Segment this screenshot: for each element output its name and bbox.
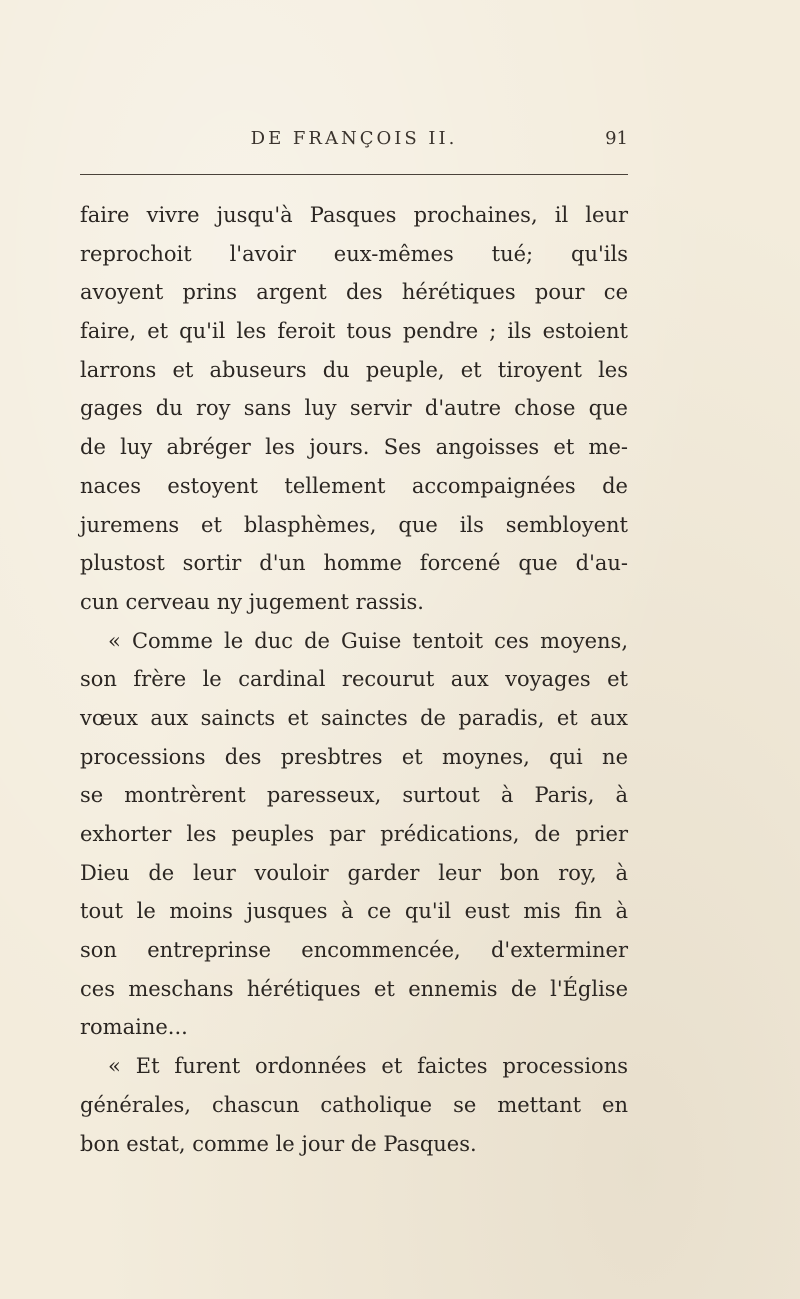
text-line: générales, chascun catholique se mettant en — [80, 1092, 628, 1117]
text-line: tout le moins jusques à ce qu'il eust mis fin à — [80, 899, 628, 924]
running-title: DE FRANÇOIS II. — [250, 128, 458, 149]
text-line: son frère le cardinal recourut aux voyages et — [80, 667, 628, 692]
text-line: avoyent prins argent des hérétiques pour ce — [80, 280, 628, 305]
text-line: cun cerveau ny jugement rassis. — [80, 589, 424, 614]
text-line: de luy abréger les jours. Ses angoisses et me- — [80, 435, 628, 460]
text-line: processions des presbtres et moynes, qui ne — [80, 744, 628, 769]
text-line: « Et furent ordonnées et faictes processions — [108, 1054, 628, 1079]
text-line: exhorter les peuples par prédications, de prier — [80, 822, 628, 846]
text-line: « Comme le duc de Guise tentoit ces moyens, — [108, 628, 628, 653]
text-line: reprochoit l'avoir eux-mêmes tué; qu'ils — [80, 241, 628, 266]
text-line: se montrèrent paresseux, surtout à Paris, à — [80, 783, 628, 808]
text-line: bon estat, comme le jour de Pasques. — [80, 1131, 477, 1156]
running-head — [80, 128, 628, 158]
text-line: plustost sortir d'un homme forcené que d'au- — [80, 551, 628, 576]
text-line: juremens et blasphèmes, que ils sembloyent — [80, 512, 628, 537]
text-line: faire vivre jusqu'à Pasques prochaines, il leur — [80, 203, 628, 227]
text-line: son entreprinse encommencée, d'exterminer — [80, 938, 628, 963]
text-line: ces meschans hérétiques et ennemis de l'Église — [80, 976, 628, 1001]
page-number: 91 — [605, 128, 628, 149]
text-line: romaine... — [80, 1015, 188, 1040]
text-line: gages du roy sans luy servir d'autre chose que — [80, 396, 628, 421]
text-line: faire, et qu'il les feroit tous pendre ; ils estoient — [80, 319, 628, 344]
text-line: vœux aux saincts et sainctes de paradis, et aux — [80, 705, 628, 730]
text-line: Dieu de leur vouloir garder leur bon roy, à — [80, 860, 628, 885]
text-line: naces estoyent tellement accompaignées de — [80, 473, 628, 498]
text-line: larrons et abuseurs du peuple, et tiroyent les — [80, 357, 628, 382]
body-text — [80, 196, 628, 1163]
header-rule — [80, 174, 628, 175]
